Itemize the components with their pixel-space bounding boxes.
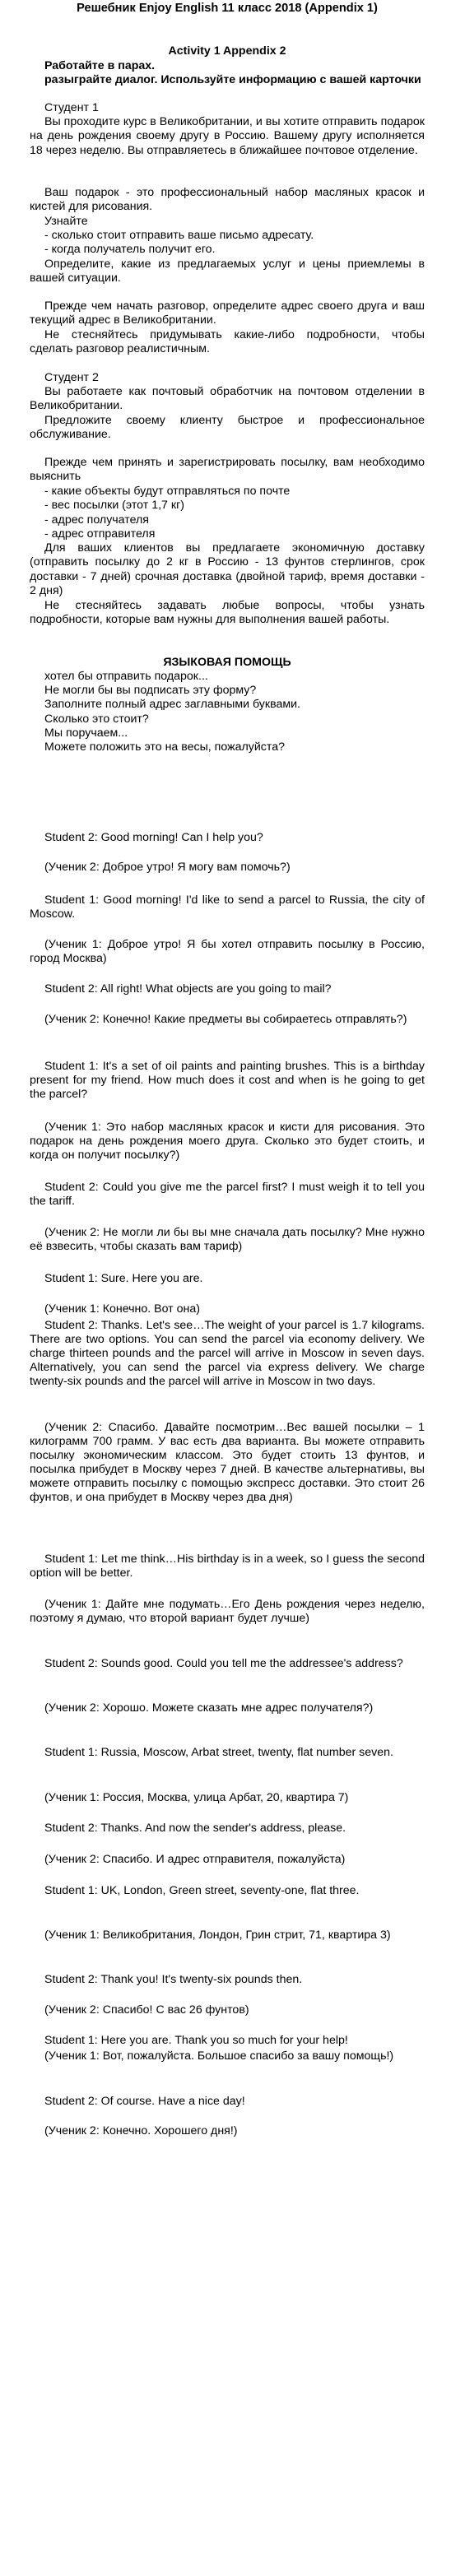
dialogue-translation: (Ученик 1: Великобритания, Лондон, Грин стрит, 71, квартира 3) — [44, 1929, 391, 1942]
dialogue-line: Student 2: Sounds good. Could you tell me the addressee's address? — [44, 1657, 403, 1670]
student2-paragraph-4: Для ваших клиентов вы предлагаете экономичную доставку (отправить посылку до 2 кг в Россию - 13 фунтов стерлингов, срок доставки - 7 дней) срочная доставка (двойной тариф, время доставки - 2 дня) — [30, 541, 425, 597]
student2-paragraph-3: Прежде чем принять и зарегистрировать посылку, вам необходимо выяснить — [30, 456, 425, 484]
activity-task-1: Работайте в парах. — [44, 59, 156, 72]
dialogue-translation: (Ученик 1: Это набор масляных красок и кисти для рисования. Это подарок на день рождения моего друга. Сколько это будет стоить, и когда он получит посылку?) — [30, 1121, 425, 1162]
dialogue-translation: (Ученик 2: Доброе утро! Я могу вам помочь?) — [44, 861, 291, 874]
student1-paragraph-5: Не стесняйтесь придумывать какие-либо подробности, чтобы сделать разговор реалистичным. — [30, 328, 425, 356]
dialogue-line: Student 1: Here you are. Thank you so much for your help! — [44, 2034, 348, 2047]
language-help-title: ЯЗЫКОВАЯ ПОМОЩЬ — [163, 656, 291, 669]
dialogue-translation: (Ученик 2: Спасибо! С вас 26 фунтов) — [44, 2003, 249, 2017]
dialogue-line: Student 2: Could you give me the parcel first? I must weigh it to tell you the tariff. — [30, 1181, 425, 1208]
page-header: Решебник Enjoy English 11 класс 2018 (Appendix 1) — [77, 2, 378, 15]
dialogue-line: Student 1: Sure. Here you are. — [44, 1272, 203, 1285]
dialogue-translation: (Ученик 1: Вот, пожалуйста. Большое спасибо за вашу помощь!) — [44, 2049, 394, 2063]
student2-item-1: - какие объекты будут отправляться по почте — [44, 485, 291, 498]
dialogue-line: Student 1: UK, London, Green street, seventy-one, flat three. — [44, 1884, 360, 1897]
student1-question-2: - когда получатель получит его. — [44, 243, 216, 256]
dialogue-line: Student 2: Thanks. Let's see…The weight of your parcel is 1.7 kilograms. There are two options. You can send the parcel via economy delivery. We charge thirteen pounds and the parcel will arrive in Moscow in seven days. Alternatively, you can send the parcel via express delivery. We charge twenty-six pounds and the parcel will arrive in Moscow in two days. — [30, 1319, 425, 1388]
student2-label: Студент 2 — [44, 371, 99, 384]
dialogue-line: Student 1: It's a set of oil paints and painting brushes. This is a birthday present for my friend. How much does it cost and when is he going to get the parcel? — [30, 1060, 425, 1101]
student1-paragraph-4: Прежде чем начать разговор, определите адрес своего друга и ваш текущий адрес в Великобритании. — [30, 299, 425, 327]
student2-paragraph-2: Предложите своему клиенту быстрое и профессиональное обслуживание. — [30, 414, 425, 442]
dialogue-line: Student 1: Russia, Moscow, Arbat street, twenty, flat number seven. — [44, 1746, 393, 1759]
dialogue-line: Student 2: Thanks. And now the sender's address, please. — [44, 1822, 346, 1835]
student1-question-1: - сколько стоит отправить ваше письмо адресату. — [44, 229, 314, 242]
dialogue-line: Student 2: Thank you! It's twenty-six pounds then. — [44, 1973, 303, 1986]
dialogue-line: Student 1: Good morning! I'd like to send a parcel to Russia, the city of Moscow. — [30, 893, 425, 921]
dialogue-translation: (Ученик 1: Дайте мне подумать…Его День рождения через неделю, поэтому я думаю, что второй вариант будет лучше) — [30, 1598, 425, 1625]
dialogue-translation: (Ученик 2: Хорошо. Можете сказать мне адрес получателя?) — [44, 1701, 374, 1715]
activity-task-2: разыграйте диалог. Используйте информацию с вашей карточки — [44, 73, 421, 86]
dialogue-line: Student 1: Let me think…His birthday is in a week, so I guess the second option will be better. — [30, 1553, 425, 1580]
dialogue-translation: (Ученик 2: Конечно. Хорошего дня!) — [44, 2124, 238, 2137]
help-phrase: хотел бы отправить подарок... — [44, 670, 208, 683]
activity-title: Activity 1 Appendix 2 — [168, 44, 286, 58]
help-phrase: Мы поручаем... — [44, 726, 128, 740]
student2-item-3: - адрес получателя — [44, 513, 149, 527]
dialogue-translation: (Ученик 1: Россия, Москва, улица Арбат, 20, квартира 7) — [44, 1791, 349, 1804]
dialogue-translation: (Ученик 1: Конечно. Вот она) — [44, 1302, 200, 1316]
dialogue-translation: (Ученик 2: Спасибо. И адрес отправителя, пожалуйста) — [44, 1853, 346, 1866]
dialogue-translation: (Ученик 2: Спасибо. Давайте посмотрим…Вес вашей посылки – 1 килограмм 700 грамм. У вас есть два варианта. Вы можете отправить посылку экономическим классом. Это будет стоить 13 фунтов, и посылка прибудет в Москву через 7 дней. В качестве альтернативы, вы можете отправить посылку с помощью экспресс доставки. Это стоит 26 фунтов, и она прибудет в Москву через два дня) — [30, 1421, 425, 1504]
student2-item-4: - адрес отправителя — [44, 527, 156, 541]
student2-item-2: - вес посылки (этот 1,7 кг) — [44, 499, 184, 512]
dialogue-line: Student 2: Good morning! Can I help you? — [44, 831, 263, 844]
help-phrase: Не могли бы вы подписать эту форму? — [44, 684, 257, 697]
dialogue-translation: (Ученик 2: Конечно! Какие предметы вы собираетесь отправлять?) — [44, 1013, 407, 1026]
help-phrase: Можете положить это на весы, пожалуйста? — [44, 740, 285, 754]
dialogue-line: Student 2: Of course. Have a nice day! — [44, 2095, 245, 2108]
dialogue-line: Student 2: All right! What objects are you going to mail? — [44, 982, 332, 996]
student2-paragraph-5: Не стесняйтесь задавать любые вопросы, чтобы узнать подробности, которые вам нужны для выполнения вашей работы. — [30, 599, 425, 627]
dialogue-translation: (Ученик 1: Доброе утро! Я бы хотел отправить посылку в Россию, город Москва) — [30, 938, 425, 965]
student1-find-out: Узнайте — [44, 215, 88, 228]
dialogue-translation: (Ученик 2: Не могли ли бы вы мне сначала дать посылку? Мне нужно её взвесить, чтобы сказать вам тариф) — [30, 1226, 425, 1253]
student2-paragraph-1: Вы работаете как почтовый обработчик на почтовом отделении в Великобритании. — [30, 385, 425, 413]
help-phrase: Заполните полный адрес заглавными буквами. — [44, 698, 300, 711]
help-phrase: Сколько это стоит? — [44, 712, 149, 726]
student1-paragraph-1: Вы проходите курс в Великобритании, и вы хотите отправить подарок на день рождения своему другу в Россию. Вашему другу исполняется 18 через неделю. Вы отправляетесь в ближайшее почтовое отделение. — [30, 115, 425, 157]
student1-paragraph-2: Ваш подарок - это профессиональный набор масляных красок и кистей для рисования. — [30, 186, 425, 214]
student1-paragraph-3: Определите, какие из предлагаемых услуг и цены приемлемы в вашей ситуации. — [30, 258, 425, 285]
student1-label: Студент 1 — [44, 101, 99, 114]
